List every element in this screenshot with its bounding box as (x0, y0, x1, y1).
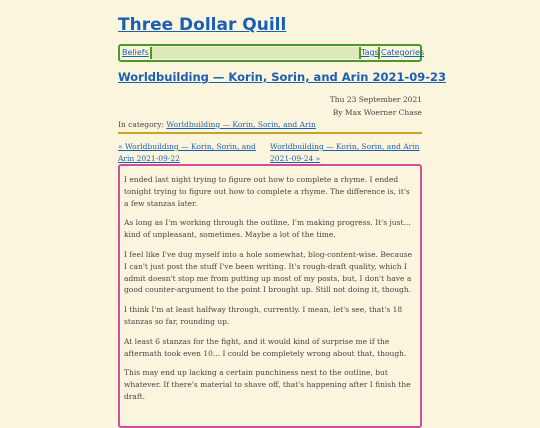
nav-tags-link[interactable]: Tags (361, 48, 379, 57)
site-title-link[interactable]: Three Dollar Quill (118, 15, 287, 35)
nav-divider (378, 47, 380, 59)
category-prefix: In category: (118, 120, 167, 129)
nav-spacer (150, 47, 361, 59)
post-body (118, 164, 422, 428)
nav-categories-link[interactable]: Categories (381, 48, 425, 57)
nav-beliefs-link[interactable]: Beliefs (122, 48, 149, 57)
post-date: Thu 23 September 2021 (329, 95, 422, 104)
previous-post-link[interactable]: « Worldbuilding — Korin, Sorin, and Arin 2021-09-22 (118, 142, 256, 163)
post-paragraph: I think I'm at least halfway through, currently. I mean, let's see, that's 18 stanzas so far, rounding up. (124, 305, 403, 326)
post-paragraph: At least 6 stanzas for the fight, and it would kind of surprise me if the aftermath took even 10... I could be completely wrong about that, though. (124, 336, 407, 358)
post-title-link[interactable]: Worldbuilding — Korin, Sorin, and Arin 2021-09-23 (118, 70, 447, 84)
next-post-link[interactable]: Worldbuilding — Korin, Sorin, and Arin 2021-09-24 » (270, 142, 420, 163)
post-category (118, 120, 316, 129)
post-paragraph: This may end up lacking a certain punchiness next to the outline, but whatever. If there's material to shave off, that's happening after I finish the draft. (124, 368, 411, 401)
post-author: By Max Woerner Chase (332, 108, 422, 117)
post-paragraph: As long as I'm working through the outline, I'm making progress. It's just... kind of unpleasant, sometimes. Maybe a lot of the time. (124, 218, 411, 240)
category-link[interactable]: Worldbuilding — Korin, Sorin, and Arin (166, 120, 316, 129)
post-paragraph: I feel like I've dug myself into a hole somewhat, blog-content-wise. Because I can't just post the stuff I've been writing. It's rough-draft quality, which I admit doesn't stop me from putting up most of my posts, but, I don't have a good counter-argument to the point I brought up. Still not doing it, though. (124, 249, 413, 295)
post-paragraph: I ended last night trying to figure out how to complete a rhyme. I ended tonight trying to figure out how to complete a rhyme. The difference is, it's a few stanzas later. (124, 175, 410, 208)
top-nav-bar (118, 44, 425, 62)
divider-rule (118, 132, 422, 134)
